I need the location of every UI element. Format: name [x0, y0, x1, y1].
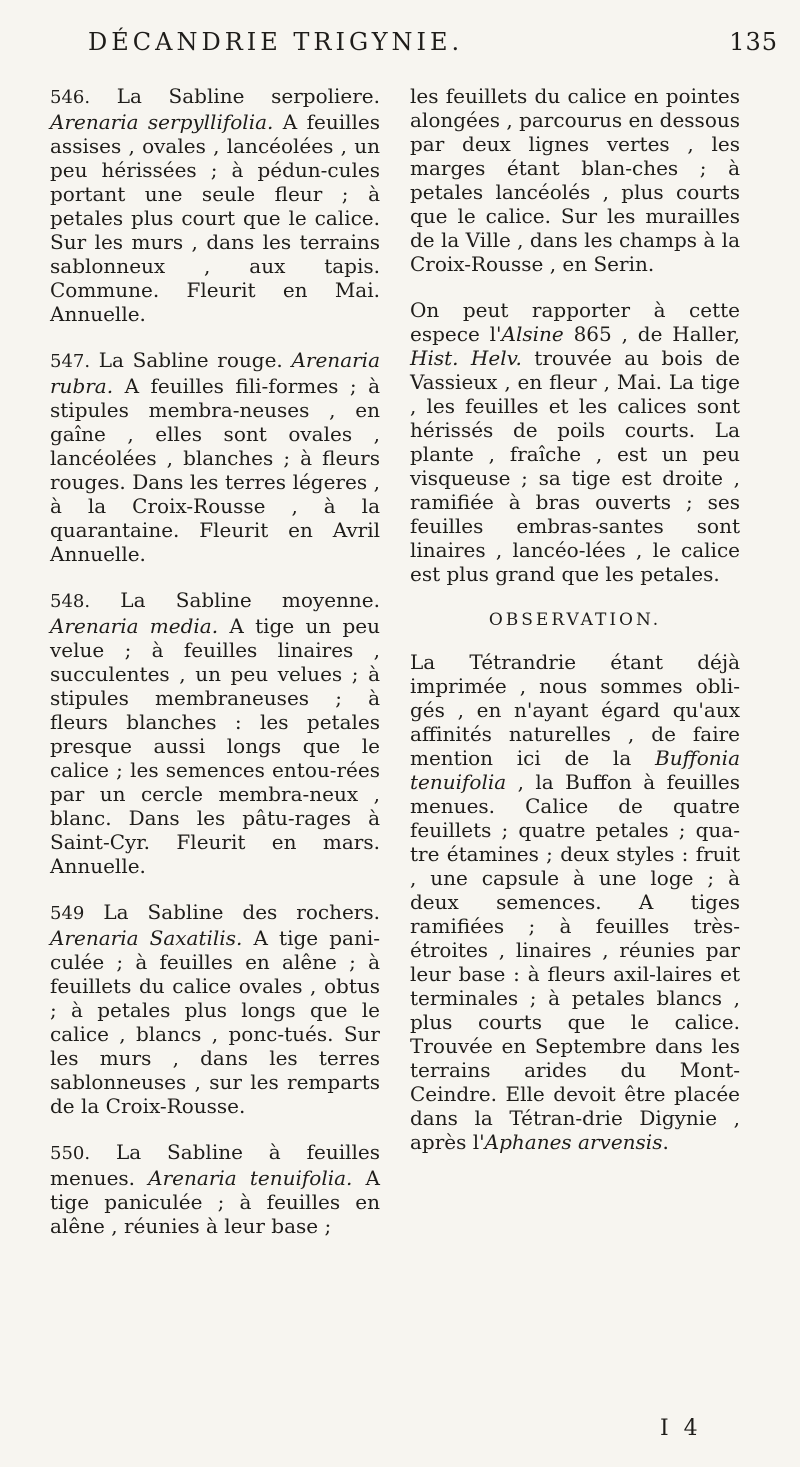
running-head-title: DÉCANDRIE TRIGYNIE. — [88, 28, 464, 56]
alsine-note — [410, 298, 740, 586]
entry-number: 547. — [50, 351, 91, 372]
entry-common-name: La Sabline à feuilles menues. — [50, 1140, 380, 1190]
entry-common-name: La Sabline moyenne. — [90, 588, 380, 612]
entry-549 — [50, 900, 380, 1118]
right-column — [410, 84, 740, 1176]
observation-latin: Buffonia tenuifolia — [410, 746, 740, 794]
entry-548 — [50, 588, 380, 878]
left-column — [50, 84, 380, 1260]
entry-number: 546. — [50, 87, 91, 108]
entry-description: A tige un peu velue ; à feuilles linaires , succulentes , un peu velues ; à stipules membraneuses ; à fleurs blanches : les petales presque aussi longs que le calice ; les semences entou-rées par un cercle membra-neux , blanc. Dans les pâtu-rages à Saint-Cyr. Fleurit en mars. Annuelle. — [50, 614, 380, 878]
observation-text — [410, 650, 740, 1154]
entry-latin-name: Arenaria serpyllifolia. — [50, 110, 274, 134]
note-text: trouvée au bois de Vassieux , en fleur , Mai. La tige , les feuilles et les calices sont hérissés de poils courts. La plante , fraîche , est un peu visqueuse ; sa tige est droite , ramifiée à bras ouverts ; ses feuilles embras-santes sont linaires , lancéo-lées , le calice est plus grand que les petales. — [410, 346, 740, 586]
observation-part: , la Buffon à feuilles menues. Calice de quatre feuillets ; quatre petales ; qua-tre étamines ; deux styles : fruit , une capsule à une loge ; à deux semences. A tiges ramifiées ; à feuilles très-étroites , linaires , réunies par leur base : à fleurs axil-laires et terminales ; à petales blancs , plus courts que le calice. Trouvée en Septembre dans les terrains arides du Mont-Ceindre. Elle devoit être placée dans la Tétran-drie Digynie , après l' — [410, 770, 740, 1154]
entry-number: 549 — [50, 903, 85, 924]
note-latin: Alsine — [501, 322, 564, 346]
page-number: 135 — [729, 28, 778, 56]
entry-546 — [50, 84, 380, 326]
entry-number: 550. — [50, 1143, 91, 1164]
entry-description: A feuilles fili-formes ; à stipules membra-neuses , en gaîne , elles sont ovales , lancéolées , blanches ; à fleurs rouges. Dans les terres légeres , à la Croix-Rousse , à la quarantaine. Fleurit en Avril Annuelle. — [50, 374, 380, 566]
observation-part: . — [662, 1130, 669, 1154]
entry-547 — [50, 348, 380, 566]
observation-part: La Tétrandrie étant déjà imprimée , nous sommes obli-gés , en n'ayant égard qu'aux affinités naturelles , de faire mention ici de la — [410, 650, 740, 770]
entry-latin-name: Arenaria Saxatilis. — [50, 926, 243, 950]
entry-common-name: La Sabline des rochers. — [84, 900, 380, 924]
note-text: On peut rapporter à cette espece l' — [410, 298, 740, 346]
entry-550-continuation: les feuillets du calice en pointes alongées , parcourus en dessous par deux lignes vertes , les marges étant blan-ches ; à petales lancéolés , plus courts que le calice. Sur les murailles de la Ville , dans les champs à la Croix-Rousse , en Serin. — [410, 84, 740, 276]
note-text: 865 , de Haller, — [563, 322, 740, 346]
entry-latin-name: Arenaria media. — [50, 614, 219, 638]
entry-550 — [50, 1140, 380, 1238]
entry-description: A tige pani-culée ; à feuilles en alêne ; à feuillets du calice ovales , obtus ; à petales plus longs que le calice , blancs , ponc-tués. Sur les murs , dans les terres sablonneuses , sur les remparts de la Croix-Rousse. — [50, 926, 380, 1118]
entry-common-name: La Sabline rouge. — [90, 348, 292, 372]
observation-heading: OBSERVATION. — [488, 610, 662, 630]
running-head — [88, 28, 778, 56]
entry-latin-name: Arenaria rubra. — [50, 348, 380, 398]
entry-common-name: La Sabline serpoliere. — [90, 84, 380, 108]
entry-number: 548. — [50, 591, 91, 612]
signature-mark: I 4 — [660, 1416, 702, 1441]
observation-latin: Aphanes arvensis — [484, 1130, 663, 1154]
entry-latin-name: Arenaria tenuifolia. — [148, 1166, 353, 1190]
note-latin: Hist. Helv. — [410, 346, 522, 370]
entry-description: A feuilles assises , ovales , lancéolées , un peu hérissées ; à pédun-cules portant une seule fleur ; à petales plus court que le calice. Sur les murs , dans les terrains sablonneux , aux tapis. Commune. Fleurit en Mai. Annuelle. — [50, 110, 380, 326]
entry-description: A tige paniculée ; à feuilles en alêne , réunies à leur base ; — [50, 1166, 380, 1238]
